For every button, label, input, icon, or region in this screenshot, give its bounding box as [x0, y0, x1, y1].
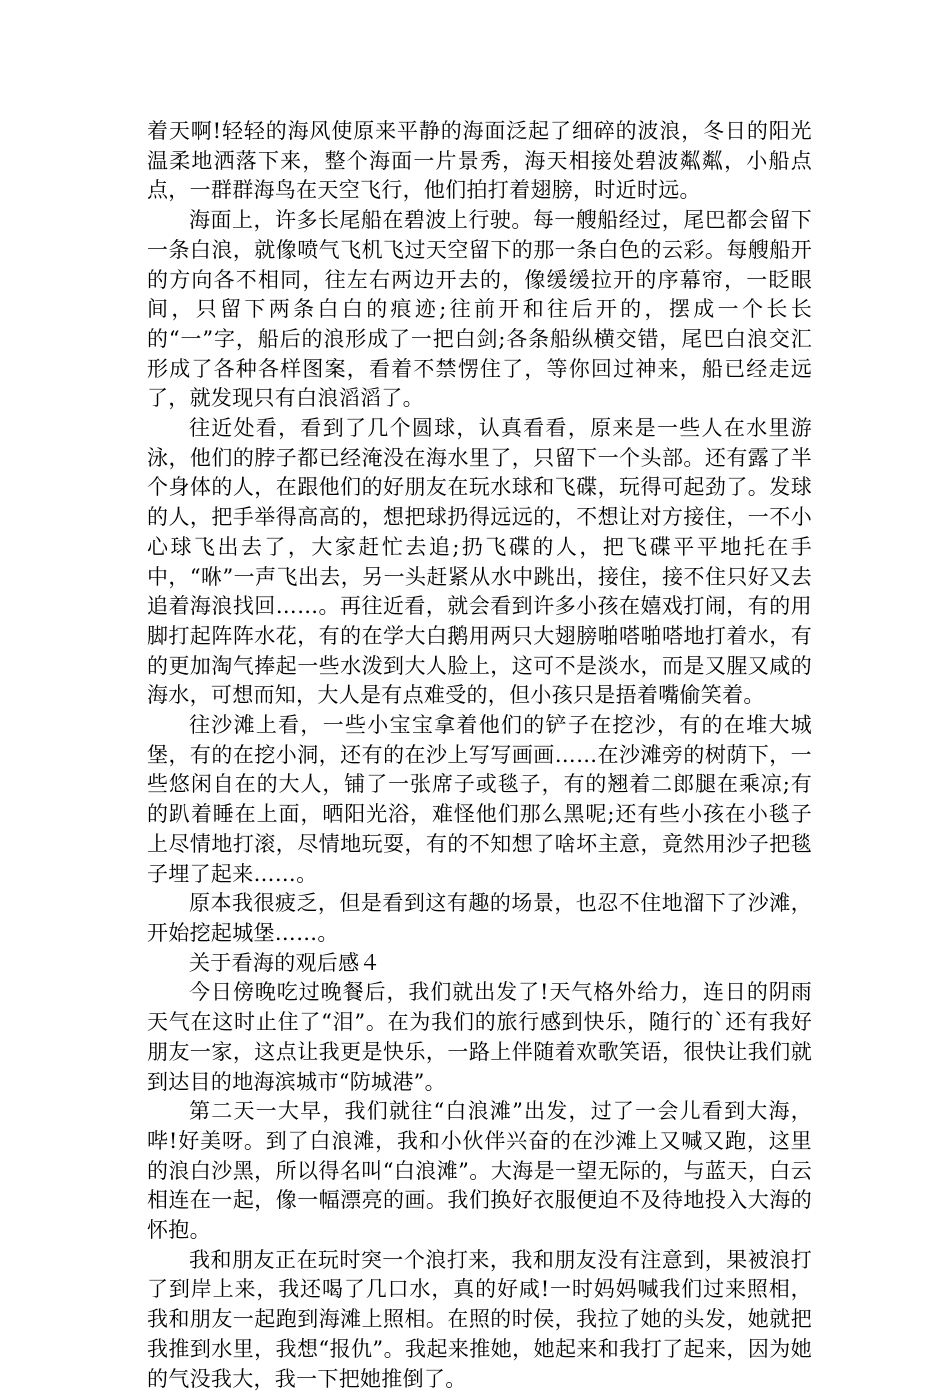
document-body — [147, 117, 812, 1394]
paragraph: 原本我很疲乏，但是看到这有趣的场景，也忍不住地溜下了沙滩，开始挖起城堡……。 — [147, 891, 812, 945]
paragraph: 第二天一大早，我们就往“白浪滩”出发，过了一会儿看到大海，哔!好美呀。到了白浪滩，我和小伙伴兴奋的在沙滩上又喊又跑，这里的浪白沙黑，所以得名叫“白浪滩”。大海是一望无际的，与蓝天，白云相连在一起，像一幅漂亮的画。我们换好衣服便迫不及待地投入大海的怀抱。 — [147, 1099, 812, 1243]
paragraph: 往近处看，看到了几个圆球，认真看看，原来是一些人在水里游泳，他们的脖子都已经淹没在海水里了，只留下一个头部。还有露了半个身体的人，在跟他们的好朋友在玩水球和飞碟，玩得可起劲了。发球的人，把手举得高高的，想把球扔得远远的，不想让对方接住，一不小心球飞出去了，大家赶忙去追;扔飞碟的人，把飞碟平平地托在手中，“咻”一声飞出去，另一头赶紧从水中跳出，接住，接不住只好又去追着海浪找回……。再往近看，就会看到许多小孩在嬉戏打闹，有的用脚打起阵阵水花，有的在学大白鹅用两只大翅膀啪嗒啪嗒地打着水，有的更加淘气捧起一些水泼到大人脸上，这可不是淡水，而是又腥又咸的海水，可想而知，大人是有点难受的，但小孩只是捂着嘴偷笑着。 — [147, 416, 812, 708]
paragraph: 今日傍晚吃过晚餐后，我们就出发了!天气格外给力，连日的阴雨天气在这时止住了“泪”。在为我们的旅行感到快乐，随行的`还有我好朋友一家，这点让我更是快乐，一路上伴随着欢歌笑语，很快让我们就到达目的地海滨城市“防城港”。 — [147, 980, 812, 1094]
paragraph: 我和朋友正在玩时突一个浪打来，我和朋友没有注意到，果被浪打了到岸上来，我还喝了几口水，真的好咸!一时妈妈喊我们过来照相，我和朋友一起跑到海滩上照相。在照的时侯，我拉了她的头发，她就把我推到水里，我想“报仇”。我起来推她，她起来和我打了起来，因为她的气没我大，我一下把她推倒了。 — [147, 1247, 812, 1391]
section-heading: 关于看海的观后感４ — [189, 950, 381, 975]
paragraph: 往沙滩上看，一些小宝宝拿着他们的铲子在挖沙，有的在堆大城堡，有的在挖小洞，还有的在沙上写写画画……在沙滩旁的树荫下，一些悠闲自在的大人，铺了一张席子或毯子，有的翘着二郎腿在乘凉;有的趴着睡在上面，晒阳光浴，难怪他们那么黑呢;还有些小孩在小毯子上尽情地打滚，尽情地玩耍，有的不知想了啥坏主意，竟然用沙子把毯子埋了起来……。 — [147, 713, 812, 886]
paragraph: 海面上，许多长尾船在碧波上行驶。每一艘船经过，尾巴都会留下一条白浪，就像喷气飞机飞过天空留下的那一条白色的云彩。每艘船开的方向各不相同，往左右两边开去的，像缓缓拉开的序幕帘，一眨眼间，只留下两条白白的痕迹;往前开和往后开的，摆成一个长长的“一”字，船后的浪形成了一把白剑;各条船纵横交错，尾巴白浪交汇形成了各种各样图案，看着不禁愣住了，等你回过神来，船已经走远了，就发现只有白浪滔滔了。 — [147, 208, 812, 411]
paragraph-continuation: 着天啊!轻轻的海风使原来平静的海面泛起了细碎的波浪，冬日的阳光温柔地洒落下来，整个海面一片景秀，海天相接处碧波粼粼，小船点点，一群群海鸟在天空飞行，他们拍打着翅膀，时近时远。 — [147, 119, 812, 203]
